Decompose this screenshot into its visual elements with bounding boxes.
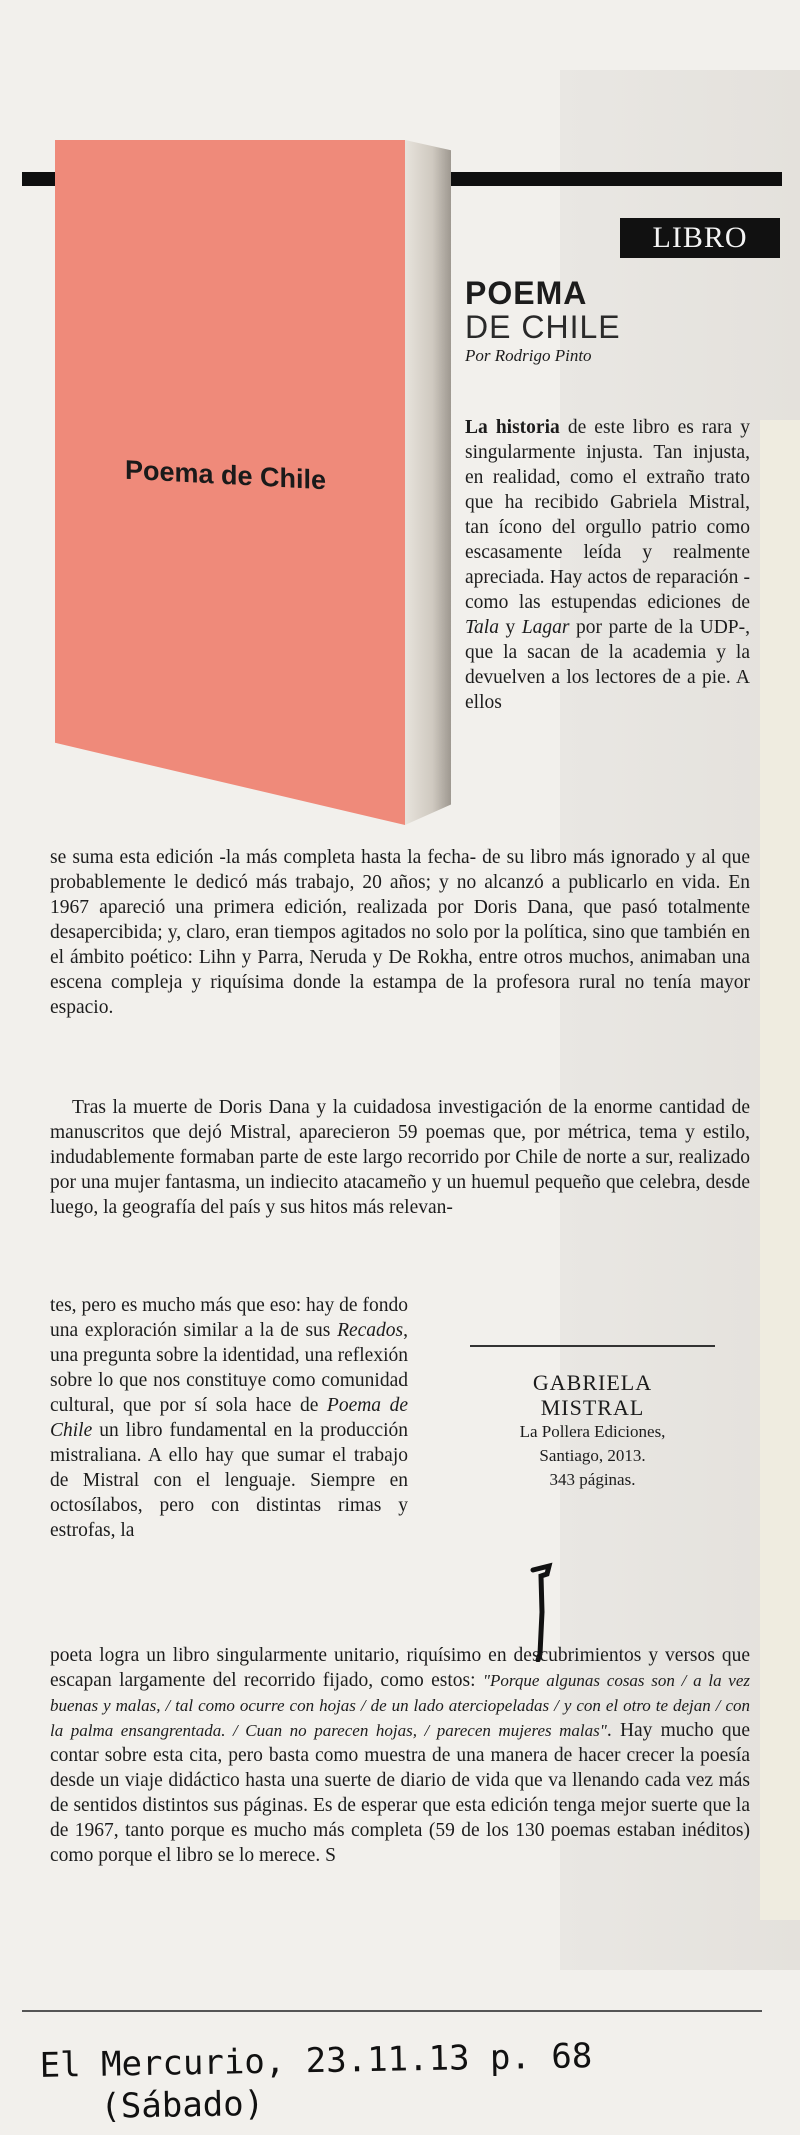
intro-mid: y bbox=[498, 617, 522, 638]
infobox-pages: 343 páginas. bbox=[549, 1470, 636, 1489]
book-cover-title: Poema de Chile bbox=[125, 454, 327, 496]
infobox-publisher: La Pollera Ediciones, bbox=[519, 1422, 666, 1441]
handwritten-source-note bbox=[39, 2035, 593, 2129]
left-column-text bbox=[50, 1293, 408, 1543]
book-ref-tala: Tala bbox=[465, 617, 499, 638]
intro-text: de este libro es rara y singularmente injusta. Tan injusta, en realidad, como el extraño trato que ha recibido Gabriela Mistral, tan ícono del orgullo patrio como escasamente leída y realmente apreciada. Hay actos de reparación -como las estupendas ediciones de bbox=[465, 417, 750, 613]
handwritten-line-1: El Mercurio, 23.11.13 p. 68 bbox=[39, 2036, 593, 2086]
paragraph-3-a: poeta logra un libro singularmente unitario, riquísimo en descubrimientos y versos que escapan largamente del recorrido fijado, como estos: bbox=[50, 1645, 750, 1691]
intro-paragraph bbox=[465, 415, 750, 715]
book-cover-image bbox=[55, 140, 405, 825]
infobox-author-1: GABRIELA bbox=[532, 1370, 653, 1395]
paragraph-3 bbox=[50, 1643, 750, 1868]
left-col-b: , una pregunta sobre la identidad, una reflexión sobre lo que nos constituye como comunidad cultural, que por sí sola hace de bbox=[50, 1320, 408, 1416]
paper-edge bbox=[760, 420, 800, 1920]
byline: Por Rodrigo Pinto bbox=[465, 346, 592, 365]
article-heading bbox=[465, 276, 621, 366]
book-ref-lagar: Lagar bbox=[521, 617, 570, 638]
left-col-c: un libro fundamental en la producción mistraliana. A ello hay que sumar el trabajo de Mistral con el lenguaje. Siempre en octosílabos, pero con distintas rimas y estrofas, la bbox=[50, 1420, 408, 1541]
book-ref-poema: Poema de Chile bbox=[50, 1395, 408, 1441]
bottom-frame-rule bbox=[22, 2010, 762, 2012]
headline-line-2: DE CHILE bbox=[465, 309, 621, 345]
paragraph-3-b: . Hay mucho que contar sobre esta cita, pero basta como muestra de una manera de hacer crecer la poesía desde un viaje didáctico hasta una suerte de diario de vida que va llenando cada vez más de sentidos distintos sus páginas. Es de esperar que esta edición tenga mejor suerte que la de 1967, tanto porque es mucho más completa (59 de los 130 poemas estaban inéditos) como porque el libro se lo merece. S bbox=[50, 1720, 750, 1866]
section-tag: LIBRO bbox=[620, 218, 780, 258]
poem-quote: "Porque algunas cosas son / a la vez buenas y malas, / tal como ocurre con hojas / de un lado aterciopeladas / y con el otro te dejan / con la palma ensangrentada. / Cuan no parecen hojas, / parecen mujeres malas" bbox=[50, 1671, 751, 1740]
left-col-a: tes, pero es mucho más que eso: hay de fondo una exploración similar a la de sus bbox=[50, 1295, 408, 1341]
book-ref-recados: Recados bbox=[337, 1320, 404, 1341]
infobox-author-2: MISTRAL bbox=[540, 1395, 645, 1420]
intro-tail: por parte de la UDP-, que la sacan de la academia y la devuelven a los lectores de a pie. A ellos bbox=[465, 617, 750, 713]
lead-words: La historia bbox=[465, 417, 560, 438]
book-infobox bbox=[470, 1370, 715, 1492]
paragraph-2-text: Tras la muerte de Doris Dana y la cuidadosa investigación de la enorme cantidad de manuscritos que dejó Mistral, aparecieron 59 poemas que, por métrica, tema y estilo, indudablemente formaban parte de este largo recorrido por Chile de norte a sur, realizado por una mujer fantasma, un indiecito atacameño y un huemul pequeño que celebra, desde luego, la geografía del país y sus hitos más relevan- bbox=[50, 1097, 750, 1218]
handwritten-line-2: (Sábado) bbox=[100, 2083, 265, 2127]
headline-line-1: POEMA bbox=[465, 275, 588, 311]
paragraph-1: se suma esta edición -la más completa hasta la fecha- de su libro más ignorado y al que probablemente le dedicó más trabajo, 20 años; y no alcanzó a publicarlo en vida. En 1967 apareció una primera edición, realizada por Doris Dana, que pasó totalmente desapercibida; y, claro, eran tiempos agitados no solo por la política, sino que también en el ámbito poético: Lihn y Parra, Neruda y De Rokha, entre otros muchos, animaban una escena compleja y riquísima donde la estampa de la profesora rural no tenía mayor espacio. bbox=[50, 847, 750, 1018]
book-spine bbox=[405, 140, 451, 825]
infobox-rule bbox=[470, 1345, 715, 1347]
infobox-place-year: Santiago, 2013. bbox=[539, 1446, 646, 1465]
paragraph-2 bbox=[50, 1095, 750, 1220]
